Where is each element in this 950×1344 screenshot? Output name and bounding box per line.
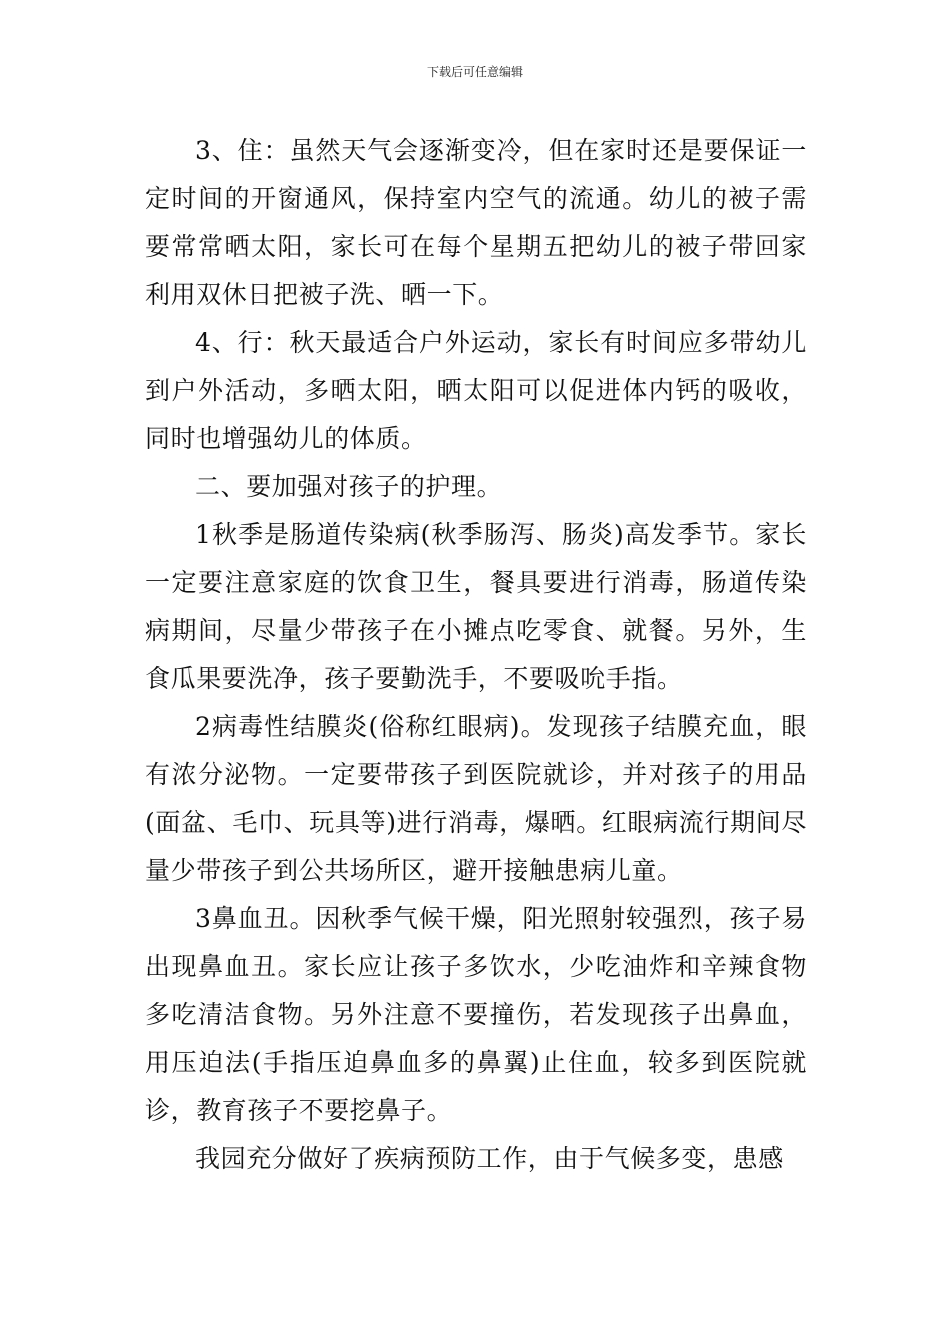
section-heading-care: 二、要加强对孩子的护理。 <box>195 472 503 501</box>
paragraph-nosebleed: 3鼻血丑。因秋季气候干燥，阳光照射较强烈，孩子易出现鼻血丑。家长应让孩子多饮水，少吃油炸和辛辣食物多吃清洁食物。另外注意不要撞伤，若发现孩子出鼻血，用压迫法(手指压迫鼻血多的鼻翼)止住血，较多到医院就诊，教育孩子不要挖鼻子。 <box>145 904 807 1125</box>
paragraph-prevention: 我园充分做好了疾病预防工作，由于气候多变，患感 <box>195 1144 784 1173</box>
document-body <box>145 127 807 1183</box>
paragraph-intestinal-disease: 1秋季是肠道传染病(秋季肠泻、肠炎)高发季节。家长一定要注意家庭的饮食卫生，餐具要进行消毒，肠道传染病期间，尽量少带孩子在小摊点吃零食、就餐。另外，生食瓜果要洗净，孩子要勤洗手，不要吸吮手指。 <box>145 520 807 693</box>
paragraph-living: 3、住：虽然天气会逐渐变冷，但在家时还是要保证一定时间的开窗通风，保持室内空气的流通。幼儿的被子需要常常晒太阳，家长可在每个星期五把幼儿的被子带回家利用双休日把被子洗、晒一下。 <box>145 136 807 309</box>
paragraph-travel: 4、行：秋天最适合户外运动，家长有时间应多带幼儿到户外活动，多晒太阳，晒太阳可以促进体内钙的吸收，同时也增强幼儿的体质。 <box>145 328 807 453</box>
paragraph-conjunctivitis: 2病毒性结膜炎(俗称红眼病)。发现孩子结膜充血，眼有浓分泌物。一定要带孩子到医院就诊，并对孩子的用品(面盆、毛巾、玩具等)进行消毒，爆晒。红眼病流行期间尽量少带孩子到公共场所区，避开接触患病儿童。 <box>145 712 807 885</box>
page-header: 下载后可任意编辑 <box>426 65 523 79</box>
